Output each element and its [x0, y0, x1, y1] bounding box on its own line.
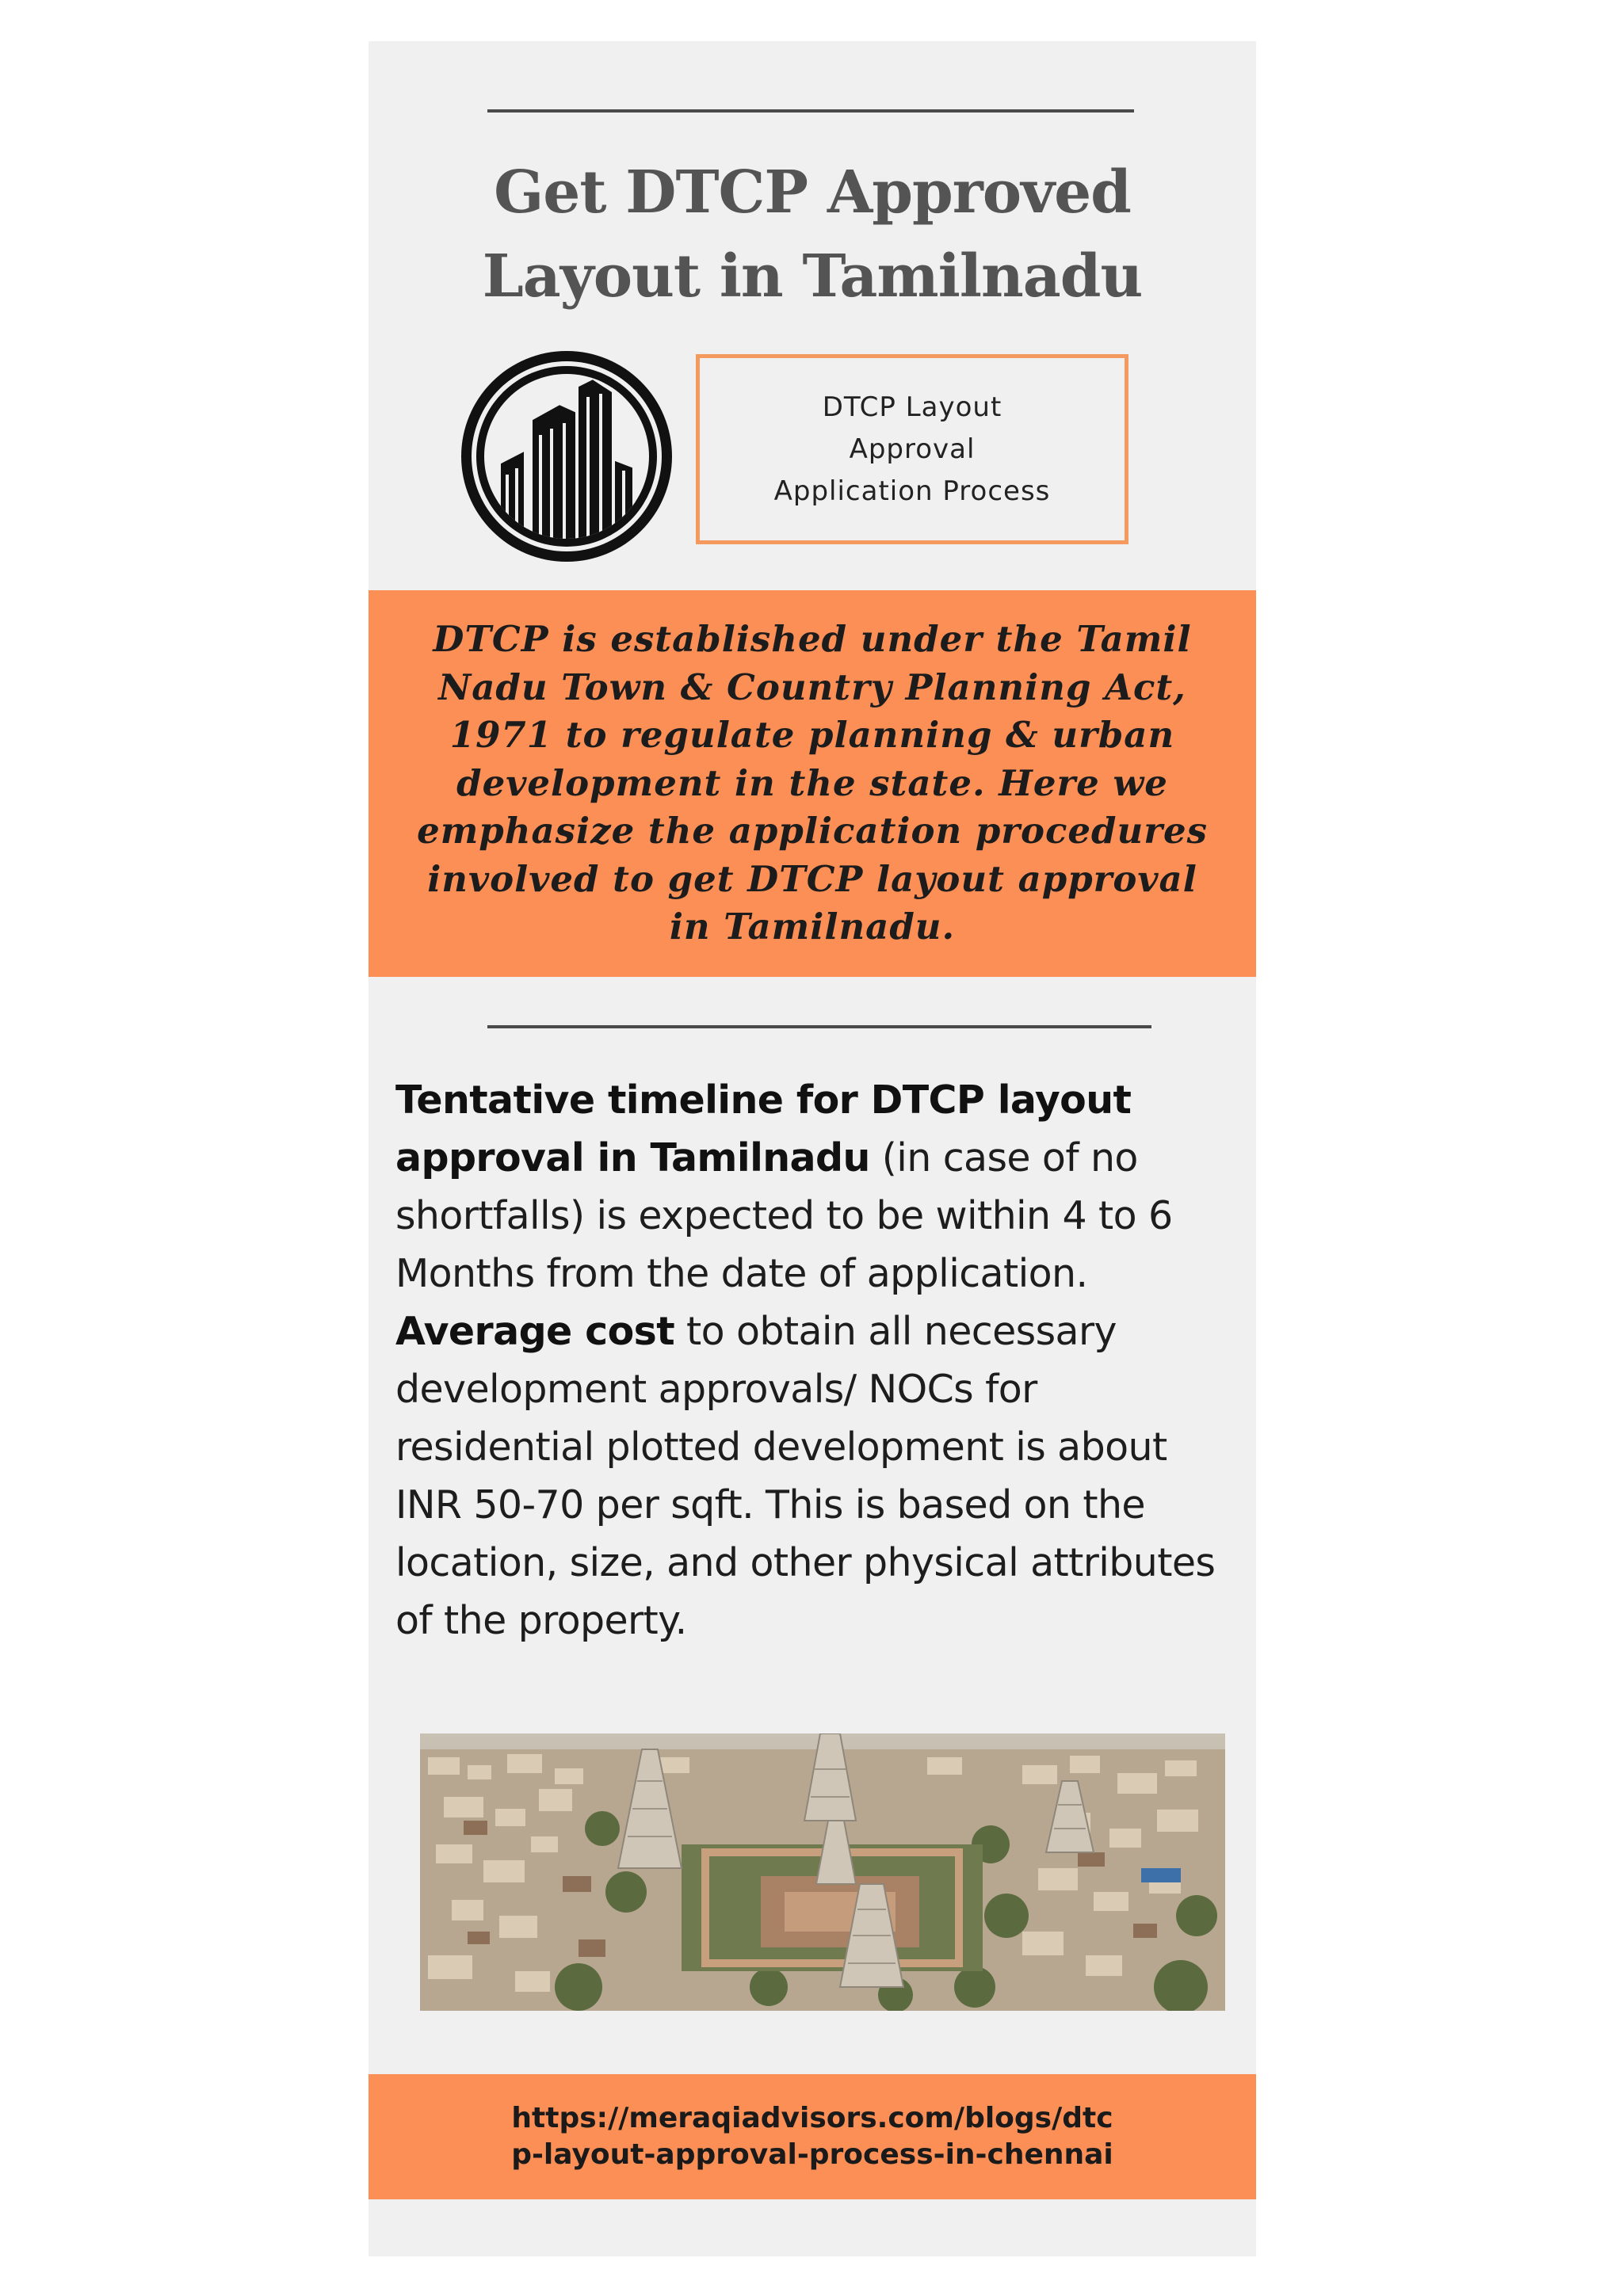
middle-divider: [487, 1025, 1151, 1028]
top-divider: [487, 109, 1134, 113]
timeline-heading: Tentative timeline for DTCP layout approval in Tamilnadu: [395, 1077, 1132, 1180]
cost-heading: Average cost: [395, 1309, 675, 1354]
infographic-page: [369, 41, 1256, 2256]
cost-paragraph: [395, 1302, 1235, 1650]
footer-band: [369, 2074, 1256, 2199]
cost-body: to obtain all necessary development approvals/ NOCs for residential plotted development is about INR 50-70 per sqft. This is based on the location, size, and other physical attributes of the property.: [395, 1309, 1216, 1643]
title-line-1: Get DTCP Approved: [494, 158, 1131, 227]
info-box-line-3: Application Process: [773, 475, 1051, 507]
timeline-paragraph: [395, 1071, 1235, 1302]
source-link[interactable]: https://meraqiadvisors.com/blogs/dtcp-layout-approval-process-in-chennai: [511, 2102, 1113, 2171]
timeline-body: (in case of no shortfalls) is expected to be within 4 to 6 Months from the date of application.: [395, 1135, 1173, 1296]
info-box-line-1: DTCP Layout: [822, 391, 1002, 423]
process-info-box: [696, 354, 1128, 544]
intro-text: DTCP is established under the Tamil Nadu Town & Country Planning Act, 1971 to regulate planning & urban development in the state. Here we emphasize the application procedures involved to get DTCP layout approval in Tamilnadu.: [417, 618, 1208, 948]
temple-town-photo: [420, 1733, 1225, 2011]
info-box-line-2: Approval: [849, 433, 976, 465]
intro-band: [369, 590, 1256, 977]
building-icon: [458, 348, 675, 565]
title-line-2: Layout in Tamilnadu: [482, 242, 1143, 311]
page-title: [369, 151, 1256, 318]
